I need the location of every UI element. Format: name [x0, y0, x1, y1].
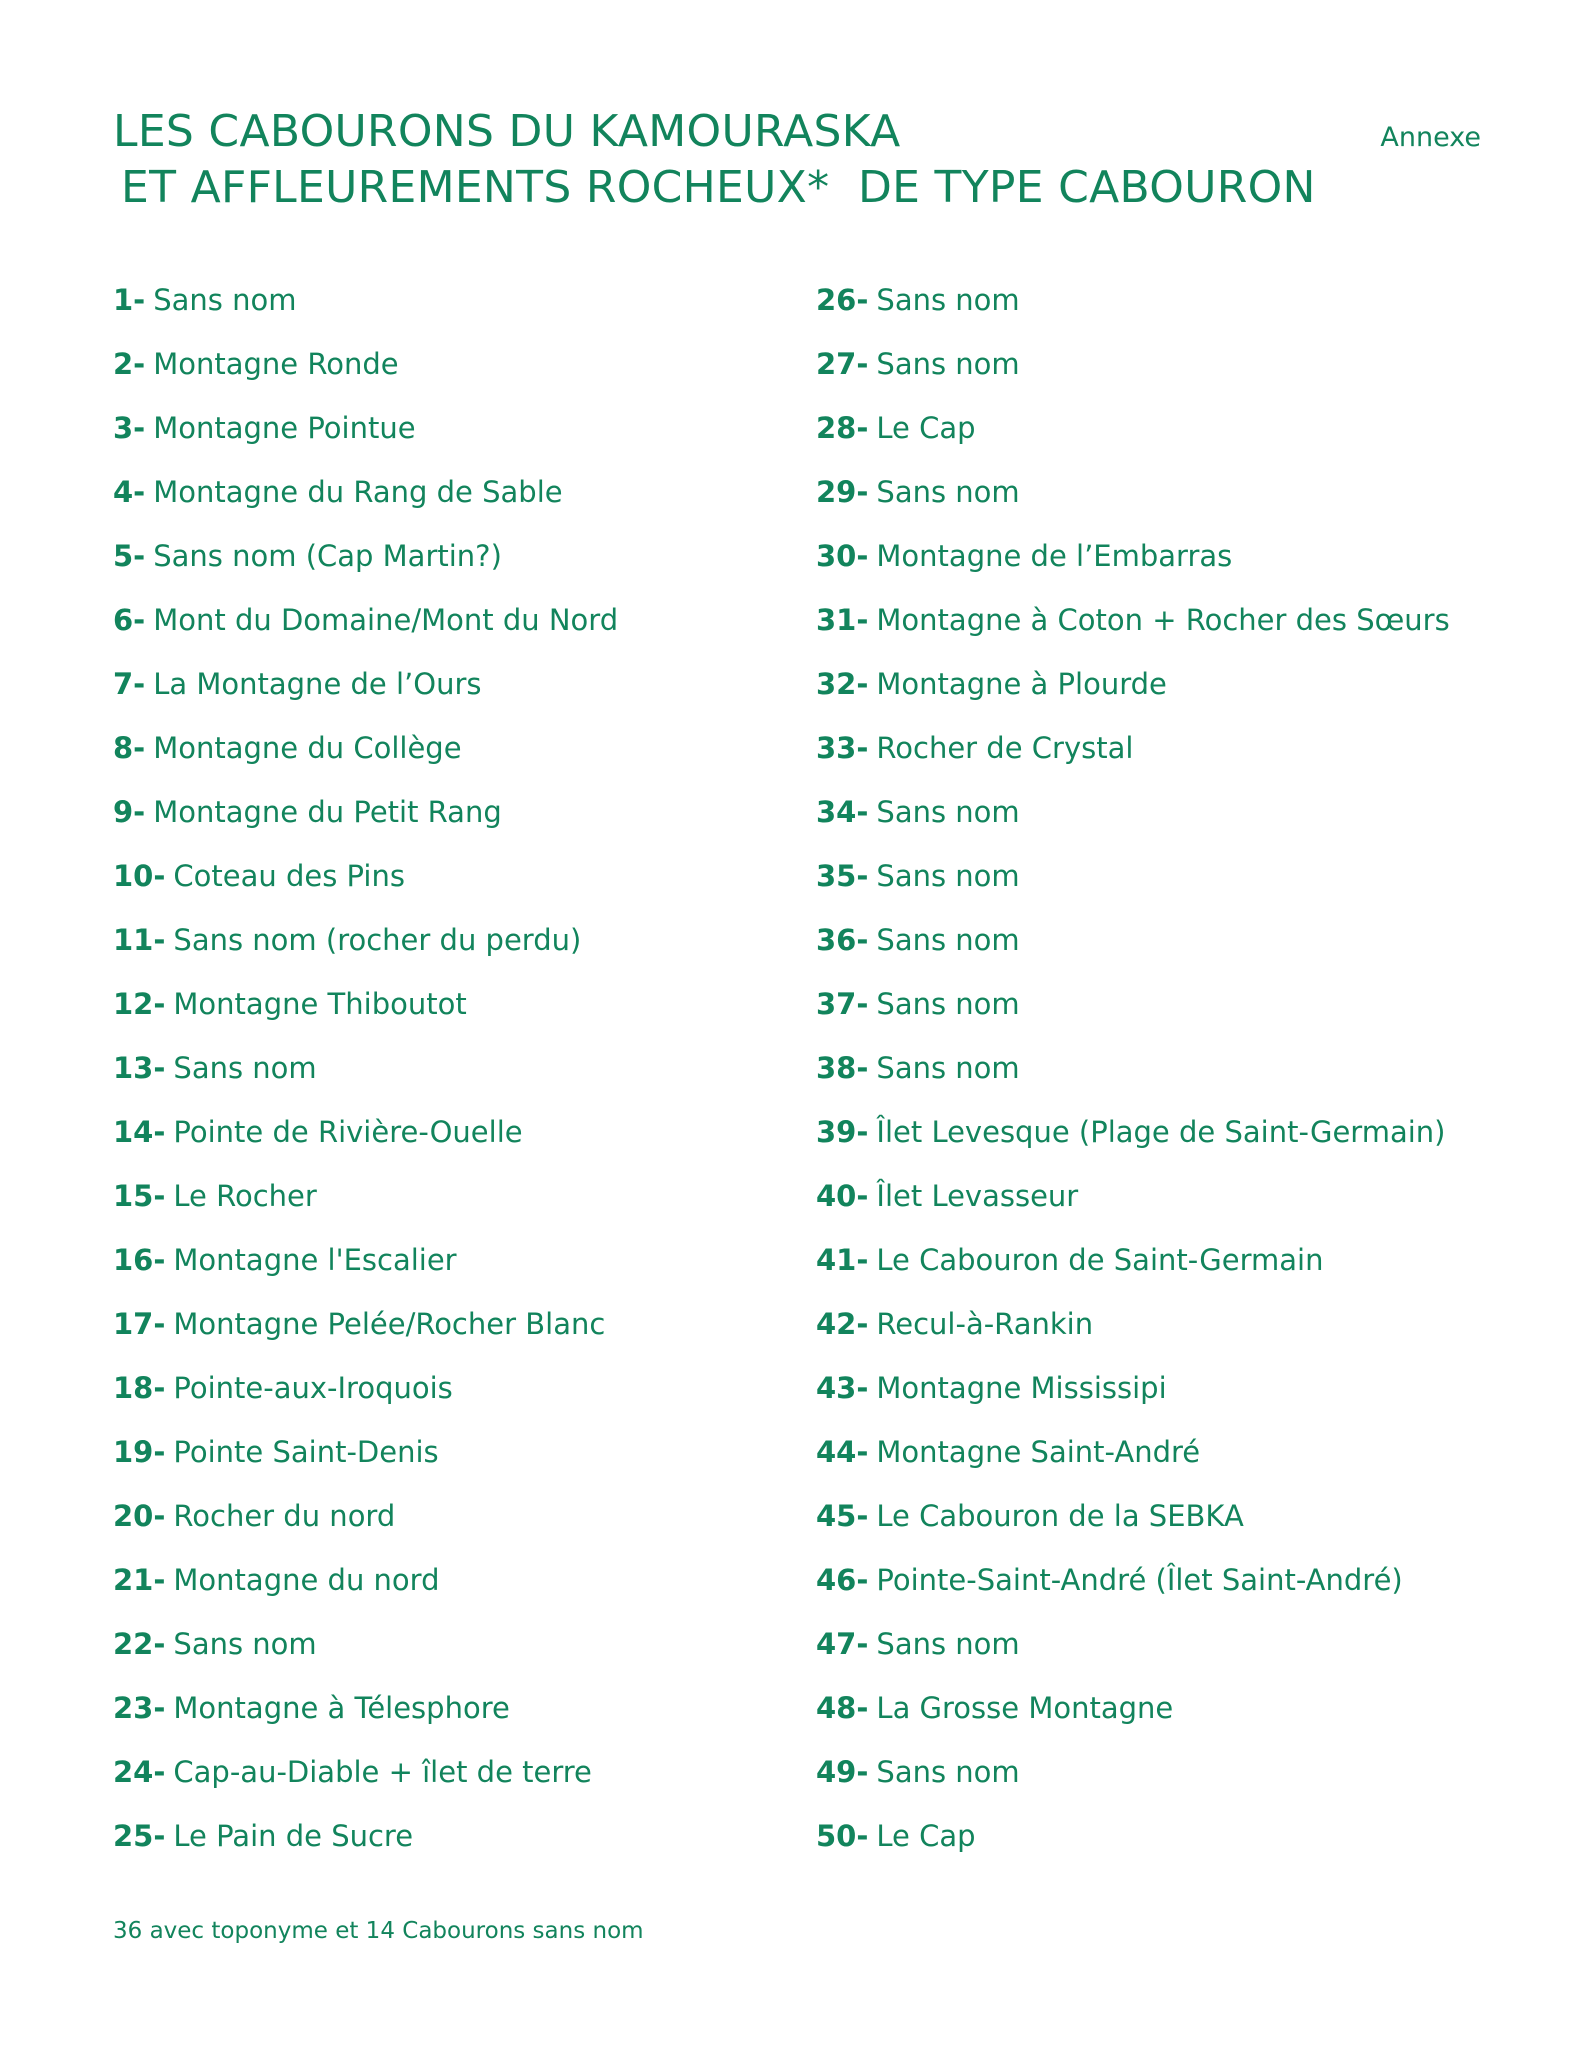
list-item	[113, 340, 618, 404]
list-item	[113, 532, 618, 596]
list-item	[113, 724, 618, 788]
list-item	[816, 1684, 1450, 1748]
item-name: Montagne Pelée/Rocher Blanc	[173, 1307, 606, 1341]
item-number: 39-	[816, 1115, 869, 1149]
item-name: Sans nom	[876, 923, 1020, 957]
list-item	[113, 1108, 618, 1172]
footnote: 36 avec toponyme et 14 Cabourons sans nom	[113, 1918, 644, 1944]
cabouron-list-right	[816, 276, 1450, 1876]
item-name: Sans nom	[876, 987, 1020, 1021]
item-number: 10-	[113, 859, 166, 893]
list-item	[816, 1556, 1450, 1620]
list-item	[113, 1556, 618, 1620]
list-item	[113, 1620, 618, 1684]
item-name: Montagne à Coton + Rocher des Sœurs	[876, 603, 1450, 637]
item-name: Le Cabouron de Saint-Germain	[876, 1243, 1324, 1277]
list-item	[816, 1748, 1450, 1812]
item-name: Pointe-Saint-André (Îlet Saint-André)	[876, 1563, 1403, 1597]
item-name: La Montagne de l’Ours	[153, 667, 482, 701]
item-number: 26-	[816, 283, 869, 317]
item-number: 22-	[113, 1627, 166, 1661]
list-item	[816, 1108, 1450, 1172]
list-item	[816, 660, 1450, 724]
item-number: 34-	[816, 795, 869, 829]
item-number: 47-	[816, 1627, 869, 1661]
item-name: Montagne à Télesphore	[173, 1691, 510, 1725]
item-number: 42-	[816, 1307, 869, 1341]
item-name: Sans nom	[876, 1755, 1020, 1789]
list-item	[816, 1492, 1450, 1556]
list-item	[113, 404, 618, 468]
item-number: 16-	[113, 1243, 166, 1277]
item-number: 17-	[113, 1307, 166, 1341]
item-name: Montagne Ronde	[153, 347, 399, 381]
item-number: 7-	[113, 667, 146, 701]
item-name: Sans nom (rocher du perdu)	[173, 923, 582, 957]
item-name: Cap-au-Diable + îlet de terre	[173, 1755, 592, 1789]
item-name: Montagne Mississipi	[876, 1371, 1167, 1405]
list-item	[113, 1812, 618, 1876]
item-name: Mont du Domaine/Mont du Nord	[153, 603, 619, 637]
list-item	[113, 1492, 618, 1556]
item-name: Rocher du nord	[173, 1499, 396, 1533]
list-item	[113, 660, 618, 724]
item-name: Sans nom	[173, 1627, 317, 1661]
item-number: 20-	[113, 1499, 166, 1533]
item-number: 49-	[816, 1755, 869, 1789]
item-name: Coteau des Pins	[173, 859, 405, 893]
list-item	[816, 532, 1450, 596]
item-number: 37-	[816, 987, 869, 1021]
list-item	[113, 1364, 618, 1428]
item-number: 45-	[816, 1499, 869, 1533]
item-number: 44-	[816, 1435, 869, 1469]
list-item	[113, 468, 618, 532]
list-item	[113, 596, 618, 660]
list-item	[816, 724, 1450, 788]
item-name: Le Cap	[876, 1819, 976, 1853]
list-item	[113, 916, 618, 980]
cabouron-list-left	[113, 276, 618, 1876]
item-number: 15-	[113, 1179, 166, 1213]
item-name: Sans nom	[876, 475, 1020, 509]
item-name: Rocher de Crystal	[876, 731, 1134, 765]
item-name: Le Cabouron de la SEBKA	[876, 1499, 1244, 1533]
item-name: Îlet Levesque (Plage de Saint-Germain)	[876, 1115, 1446, 1149]
list-item	[816, 1812, 1450, 1876]
list-item	[816, 404, 1450, 468]
item-number: 3-	[113, 411, 146, 445]
list-item	[816, 1364, 1450, 1428]
item-number: 28-	[816, 411, 869, 445]
list-item	[816, 980, 1450, 1044]
item-name: Pointe de Rivière-Ouelle	[173, 1115, 523, 1149]
item-name: Montagne du Collège	[153, 731, 462, 765]
item-number: 9-	[113, 795, 146, 829]
list-item	[816, 1044, 1450, 1108]
item-number: 4-	[113, 475, 146, 509]
list-item	[113, 788, 618, 852]
item-name: Sans nom	[876, 795, 1020, 829]
item-number: 40-	[816, 1179, 869, 1213]
list-item	[113, 1428, 618, 1492]
item-name: Le Pain de Sucre	[173, 1819, 414, 1853]
item-number: 38-	[816, 1051, 869, 1085]
item-number: 18-	[113, 1371, 166, 1405]
list-item	[113, 276, 618, 340]
list-item	[816, 916, 1450, 980]
item-name: Pointe Saint-Denis	[173, 1435, 439, 1469]
item-number: 2-	[113, 347, 146, 381]
item-number: 19-	[113, 1435, 166, 1469]
list-item	[113, 980, 618, 1044]
list-item	[816, 1428, 1450, 1492]
item-number: 41-	[816, 1243, 869, 1277]
item-number: 5-	[113, 539, 146, 573]
list-item	[113, 1748, 618, 1812]
item-number: 8-	[113, 731, 146, 765]
list-item	[816, 596, 1450, 660]
item-name: Le Rocher	[173, 1179, 317, 1213]
list-item	[816, 1620, 1450, 1684]
item-name: Sans nom	[173, 1051, 317, 1085]
item-name: Montagne du Rang de Sable	[153, 475, 563, 509]
item-name: Sans nom	[153, 283, 297, 317]
item-number: 6-	[113, 603, 146, 637]
item-number: 13-	[113, 1051, 166, 1085]
item-number: 1-	[113, 283, 146, 317]
item-number: 25-	[113, 1819, 166, 1853]
item-name: Sans nom	[876, 283, 1020, 317]
item-number: 48-	[816, 1691, 869, 1725]
item-number: 27-	[816, 347, 869, 381]
item-number: 31-	[816, 603, 869, 637]
item-name: Montagne Thiboutot	[173, 987, 467, 1021]
item-name: Montagne du Petit Rang	[153, 795, 502, 829]
item-number: 35-	[816, 859, 869, 893]
list-item	[816, 788, 1450, 852]
title-line-1: LES CABOURONS DU KAMOURASKA	[113, 106, 901, 157]
item-name: Sans nom	[876, 859, 1020, 893]
item-name: Montagne Pointue	[153, 411, 416, 445]
title-line-2: ET AFFLEUREMENTS ROCHEUX* DE TYPE CABOURON	[121, 162, 1316, 213]
item-number: 50-	[816, 1819, 869, 1853]
item-number: 21-	[113, 1563, 166, 1597]
item-name: La Grosse Montagne	[876, 1691, 1174, 1725]
item-number: 14-	[113, 1115, 166, 1149]
item-name: Sans nom	[876, 1051, 1020, 1085]
item-number: 46-	[816, 1563, 869, 1597]
list-item	[816, 276, 1450, 340]
item-number: 30-	[816, 539, 869, 573]
item-name: Pointe-aux-Iroquois	[173, 1371, 453, 1405]
item-name: Sans nom	[876, 347, 1020, 381]
item-name: Le Cap	[876, 411, 976, 445]
item-name: Montagne l'Escalier	[173, 1243, 457, 1277]
list-item	[816, 852, 1450, 916]
list-item	[113, 1172, 618, 1236]
list-item	[113, 1684, 618, 1748]
item-number: 24-	[113, 1755, 166, 1789]
item-name: Montagne à Plourde	[876, 667, 1167, 701]
item-number: 11-	[113, 923, 166, 957]
list-item	[113, 1236, 618, 1300]
annexe-label: Annexe	[1380, 122, 1481, 153]
list-item	[816, 1172, 1450, 1236]
item-number: 23-	[113, 1691, 166, 1725]
list-item	[113, 1300, 618, 1364]
list-item	[816, 468, 1450, 532]
item-name: Recul-à-Rankin	[876, 1307, 1094, 1341]
list-item	[816, 340, 1450, 404]
item-name: Montagne de l’Embarras	[876, 539, 1233, 573]
item-name: Îlet Levasseur	[876, 1179, 1079, 1213]
item-number: 33-	[816, 731, 869, 765]
item-name: Sans nom (Cap Martin?)	[153, 539, 502, 573]
item-number: 43-	[816, 1371, 869, 1405]
item-number: 36-	[816, 923, 869, 957]
list-item	[113, 1044, 618, 1108]
item-number: 29-	[816, 475, 869, 509]
list-item	[816, 1300, 1450, 1364]
list-item	[113, 852, 618, 916]
item-name: Montagne Saint-André	[876, 1435, 1201, 1469]
item-name: Montagne du nord	[173, 1563, 440, 1597]
list-item	[816, 1236, 1450, 1300]
item-number: 32-	[816, 667, 869, 701]
item-number: 12-	[113, 987, 166, 1021]
item-name: Sans nom	[876, 1627, 1020, 1661]
page-title	[113, 104, 1316, 216]
